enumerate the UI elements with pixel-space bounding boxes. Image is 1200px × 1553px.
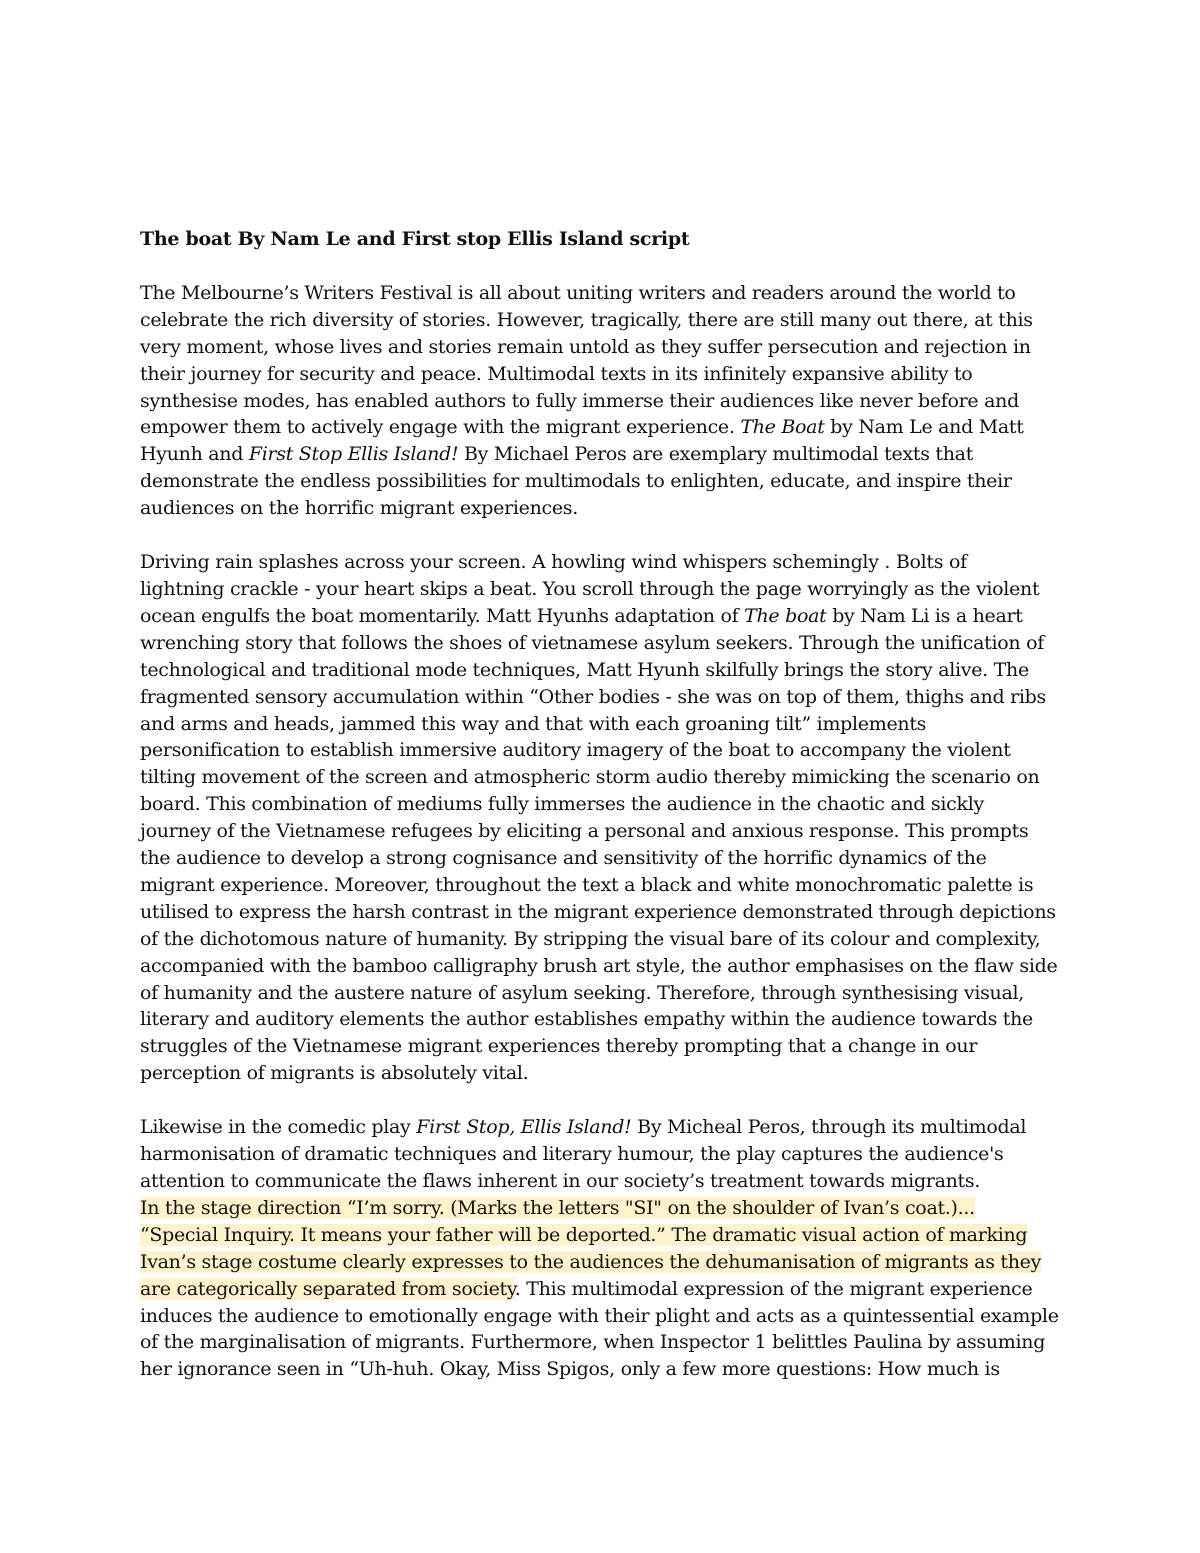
text-line [140,899,1060,926]
document-title: The boat By Nam Le and First stop Ellis Island script [140,228,690,250]
text-line [140,980,1060,1007]
text-segment: celebrate the rich diversity of stories. However, tragically, there are still many out there, at this [140,308,1033,331]
text-line [140,1114,1060,1141]
text-line [140,1141,1060,1168]
text-segment: by Nam Le and Matt [824,416,1024,439]
text-line [140,1356,1060,1383]
text-segment: their journey for security and peace. Multimodal texts in its infinitely expansive ability to [140,362,973,385]
text-line [140,1303,1060,1330]
text-line [140,764,1060,791]
text-line [140,388,1060,415]
text-segment: struggles of the Vietnamese migrant experiences thereby prompting that a change in our [140,1035,978,1058]
text-segment: By Michael Peros are exemplary multimodal texts that [458,443,974,466]
italic-title-text: The Boat [740,416,825,439]
text-segment: Driving rain splashes across your screen. A howling wind whispers schemingly . Bolts of [140,551,967,574]
text-segment: utilised to express the harsh contrast in the migrant experience demonstrated through depictions [140,900,1056,923]
text-line [140,441,1060,468]
text-line [140,1222,1060,1249]
text-line [140,684,1060,711]
highlighted-text: are categorically separated from society [140,1277,515,1300]
text-line [140,872,1060,899]
text-segment: and arms and heads, jammed this way and that with each groaning tilt” implements [140,712,927,735]
text-segment: the audience to develop a strong cognisance and sensitivity of the horrific dynamics of the [140,847,987,870]
text-line [140,818,1060,845]
text-segment: very moment, whose lives and stories remain untold as they suffer persecution and rejection in [140,335,1031,358]
italic-title-text: First Stop, Ellis Island! [416,1116,632,1139]
text-segment: lightning crackle - your heart skips a beat. You scroll through the page worryingly as the violent [140,577,1040,600]
text-segment: The Melbourne’s Writers Festival is all about uniting writers and readers around the world to [140,281,1016,304]
text-segment: journey of the Vietnamese refugees by eliciting a personal and anxious response. This prompts [140,820,1029,843]
paragraph-3 [140,1114,1060,1383]
text-line [140,845,1060,872]
text-segment: audiences on the horrific migrant experiences. [140,497,578,520]
text-line [140,630,1060,657]
text-segment: board. This combination of mediums fully immerses the audience in the chaotic and sickly [140,793,984,816]
text-segment: fragmented sensory accumulation within “Other bodies - she was on top of them, thighs and ribs [140,685,1046,708]
text-segment: technological and traditional mode techniques, Matt Hyunh skilfully brings the story alive. The [140,658,1029,681]
text-line [140,1006,1060,1033]
text-line [140,1060,1060,1087]
text-line [140,657,1060,684]
text-segment: empower them to actively engage with the migrant experience. [140,416,741,439]
text-line [140,549,1060,576]
text-line [140,1033,1060,1060]
text-segment: of the marginalisation of migrants. Furthermore, when Inspector 1 belittles Paulina by assuming [140,1331,1046,1354]
document-body [140,280,1060,1383]
text-line [140,1168,1060,1195]
italic-title-text: First Stop Ellis Island! [248,443,459,466]
text-line [140,334,1060,361]
text-segment: attention to communicate the flaws inherent in our society’s treatment towards migrants. [140,1170,981,1192]
text-segment: her ignorance seen in “Uh-huh. Okay, Miss Spigos, only a few more questions: How much is [140,1358,1000,1381]
text-segment: of the dichotomous nature of humanity. By stripping the visual bare of its colour and complexity, [140,927,1041,950]
text-line [140,711,1060,738]
text-segment: By Micheal Peros, through its multimodal [631,1116,1027,1139]
text-line [140,1249,1060,1276]
text-segment: tilting movement of the screen and atmospheric storm audio thereby mimicking the scenario on [140,766,1040,789]
text-line [140,307,1060,334]
text-line [140,280,1060,307]
text-segment: accompanied with the bamboo calligraphy brush art style, the author emphasises on the flaw side [140,954,1058,977]
text-line [140,576,1060,603]
text-segment: induces the audience to emotionally engage with their plight and acts as a quintessential example [140,1304,1059,1327]
text-line [140,953,1060,980]
text-segment: perception of migrants is absolutely vital. [140,1062,529,1085]
highlighted-text: Ivan’s stage costume clearly expresses to the audiences the dehumanisation of migrants as they [140,1250,1042,1273]
text-segment: Hyunh and [140,443,249,466]
text-line [140,361,1060,388]
text-line [140,737,1060,764]
text-line [140,1195,1060,1222]
text-line [140,495,1060,522]
text-segment: synthesise modes, has enabled authors to fully immerse their audiences like never before and [140,389,1019,412]
text-line [140,603,1060,630]
highlighted-text: In the stage direction “I’m sorry. (Marks the letters "SI" on the shoulder of Ivan’s coat.)... [140,1196,975,1219]
document-page [140,226,1060,1383]
text-line [140,926,1060,953]
text-segment: harmonisation of dramatic techniques and literary humour, the play captures the audience's [140,1143,1004,1166]
text-line [140,414,1060,441]
text-line [140,468,1060,495]
text-segment: ocean engulfs the boat momentarily. Matt Hyunhs adaptation of [140,604,745,627]
text-segment: personification to establish immersive auditory imagery of the boat to accompany the violent [140,739,1011,762]
italic-title-text: The boat [744,604,827,627]
text-segment: migrant experience. Moreover, throughout the text a black and white monochromatic palette is [140,873,1034,896]
text-segment: literary and auditory elements the author establishes empathy within the audience towards the [140,1008,1033,1031]
text-segment: by Nam Li is a heart [826,604,1023,627]
text-line [140,1276,1060,1303]
text-segment: . This multimodal expression of the migrant experience [514,1277,1033,1300]
text-segment: wrenching story that follows the shoes of vietnamese asylum seekers. Through the unification of [140,631,1044,654]
text-segment: Likewise in the comedic play [140,1116,417,1139]
text-line [140,791,1060,818]
highlighted-text: “Special Inquiry. It means your father will be deported.” The dramatic visual action of marking [140,1223,1028,1246]
text-line [140,1329,1060,1356]
text-segment: demonstrate the endless possibilities for multimodals to enlighten, educate, and inspire their [140,470,1012,493]
text-segment: of humanity and the austere nature of asylum seeking. Therefore, through synthesising visual, [140,981,1025,1004]
paragraph-1 [140,280,1060,522]
paragraph-2 [140,549,1060,1087]
